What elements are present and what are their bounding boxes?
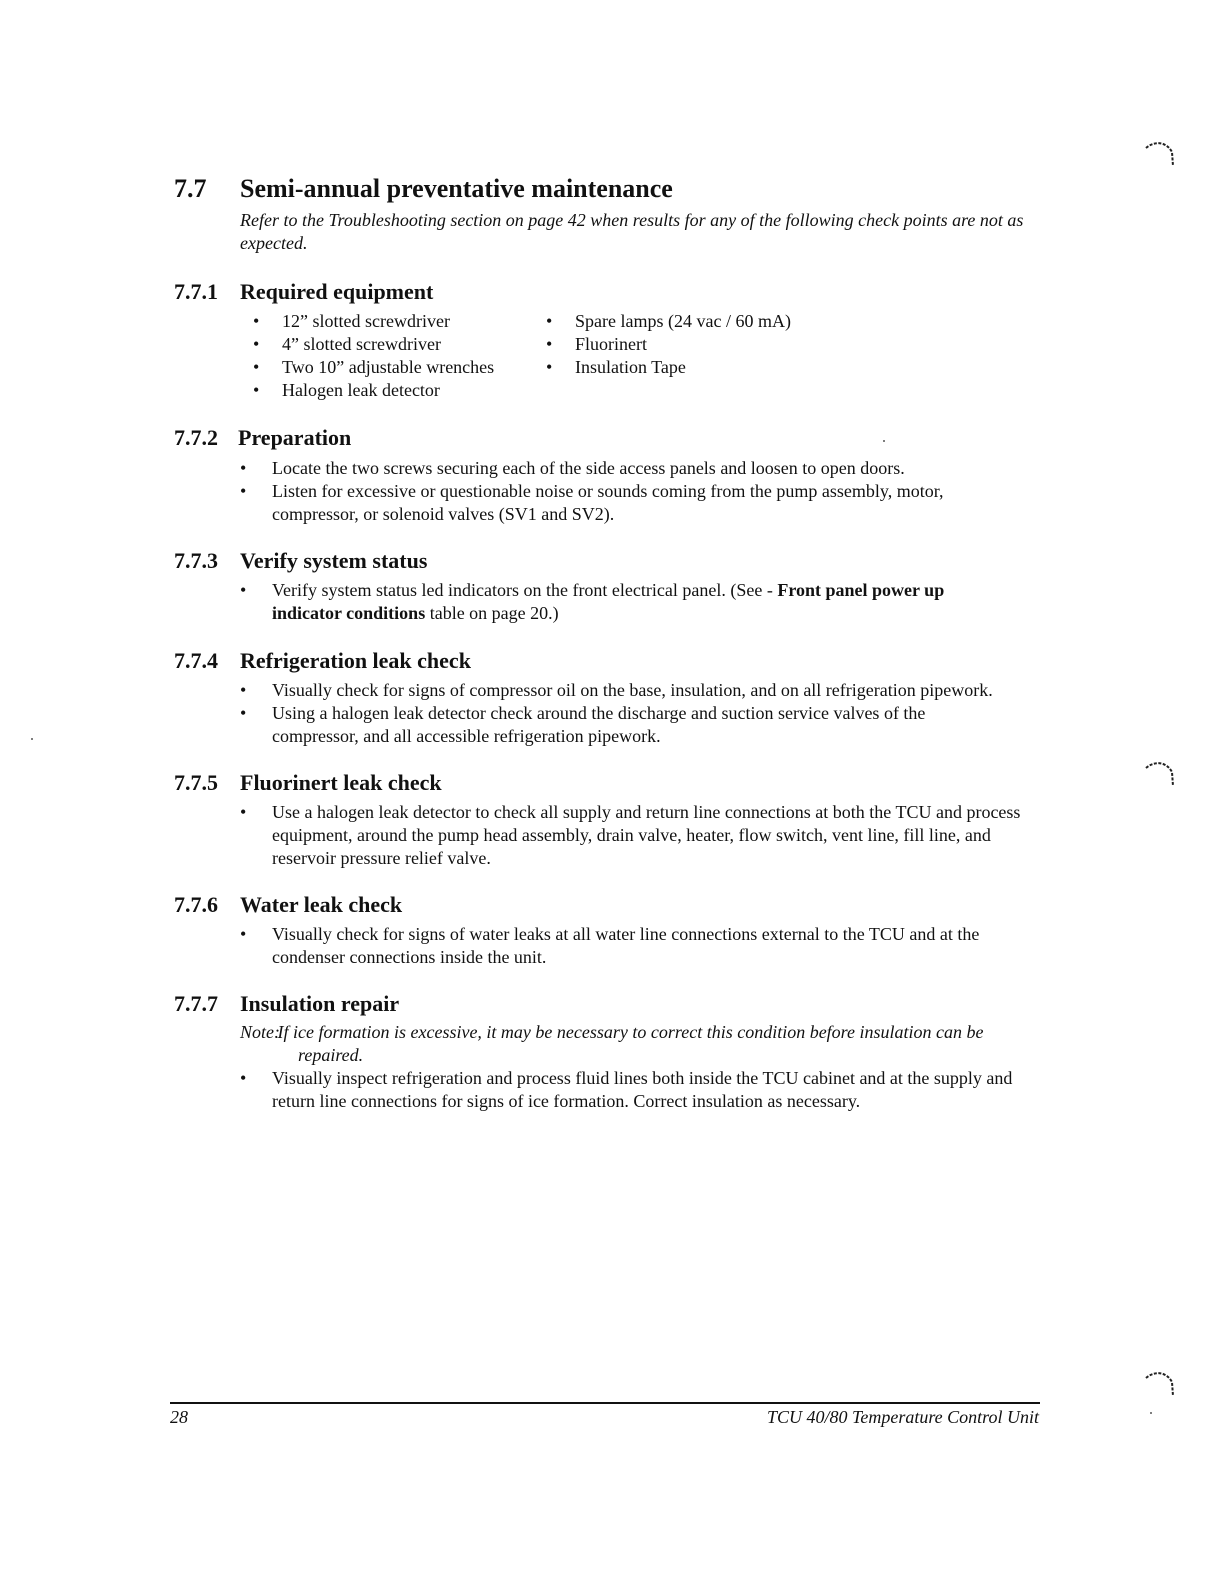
bullet-icon: •: [253, 311, 260, 331]
bullet-icon: •: [546, 357, 553, 377]
bullet-icon: •: [240, 703, 247, 723]
page-number: 28: [170, 1407, 188, 1427]
subsection-title-verify: Verify system status: [240, 548, 428, 573]
subsection-number-verify: 7.7.3: [174, 548, 218, 573]
subsection-title-refrigeration: Refrigeration leak check: [240, 648, 471, 673]
bullet-icon: •: [546, 311, 553, 331]
bullet-icon: •: [253, 334, 260, 354]
bullet-icon: •: [240, 481, 247, 501]
bullet-icon: •: [253, 380, 260, 400]
scan-speck: [1150, 1412, 1152, 1414]
punch-hole-mark-icon: [1144, 1370, 1176, 1398]
bullet-icon: •: [253, 357, 260, 377]
subsection-number-required-equipment: 7.7.1: [174, 279, 218, 304]
note-text-line1: If ice formation is excessive, it may be necessary to correct this condition before insulation can be: [277, 1022, 984, 1042]
section-title: Semi-annual preventative maintenance: [240, 174, 673, 203]
note-text-line2: repaired.: [298, 1045, 364, 1065]
subsection-title-insulation: Insulation repair: [240, 991, 400, 1016]
subsection-number-water: 7.7.6: [174, 892, 218, 917]
scan-speck: [31, 738, 33, 740]
subsection-number-insulation: 7.7.7: [174, 991, 218, 1016]
bullet-icon: •: [240, 802, 247, 822]
note-label: Note:: [240, 1022, 280, 1042]
section-intro: Refer to the Troubleshooting section on page 42 when results for any of the following check points are not as expected.: [240, 210, 1024, 253]
section-number: 7.7: [174, 174, 207, 203]
bullet-icon: •: [240, 458, 247, 478]
subsection-number-refrigeration: 7.7.4: [174, 648, 218, 673]
insulation-note: [240, 1021, 1040, 1067]
footer-rule: [170, 1402, 1040, 1404]
subsection-number-preparation: 7.7.2: [174, 425, 218, 450]
bullet-icon: •: [240, 680, 247, 700]
subsection-title-preparation: Preparation: [238, 425, 352, 450]
bullet-icon: •: [240, 580, 247, 600]
scan-speck: [883, 440, 885, 442]
punch-hole-mark-icon: [1144, 760, 1176, 788]
subsection-title-fluorinert: Fluorinert leak check: [240, 770, 442, 795]
subsection-number-fluorinert: 7.7.5: [174, 770, 218, 795]
bullet-icon: •: [546, 334, 553, 354]
subsection-title-water: Water leak check: [240, 892, 403, 917]
table-reference: Front panel power up indicator conditions: [272, 580, 945, 623]
subsection-title-required-equipment: Required equipment: [240, 279, 434, 304]
bullet-icon: •: [240, 1068, 247, 1088]
bullet-icon: •: [240, 924, 247, 944]
document-title: TCU 40/80 Temperature Control Unit: [766, 1407, 1039, 1427]
punch-hole-mark-icon: [1144, 140, 1176, 168]
